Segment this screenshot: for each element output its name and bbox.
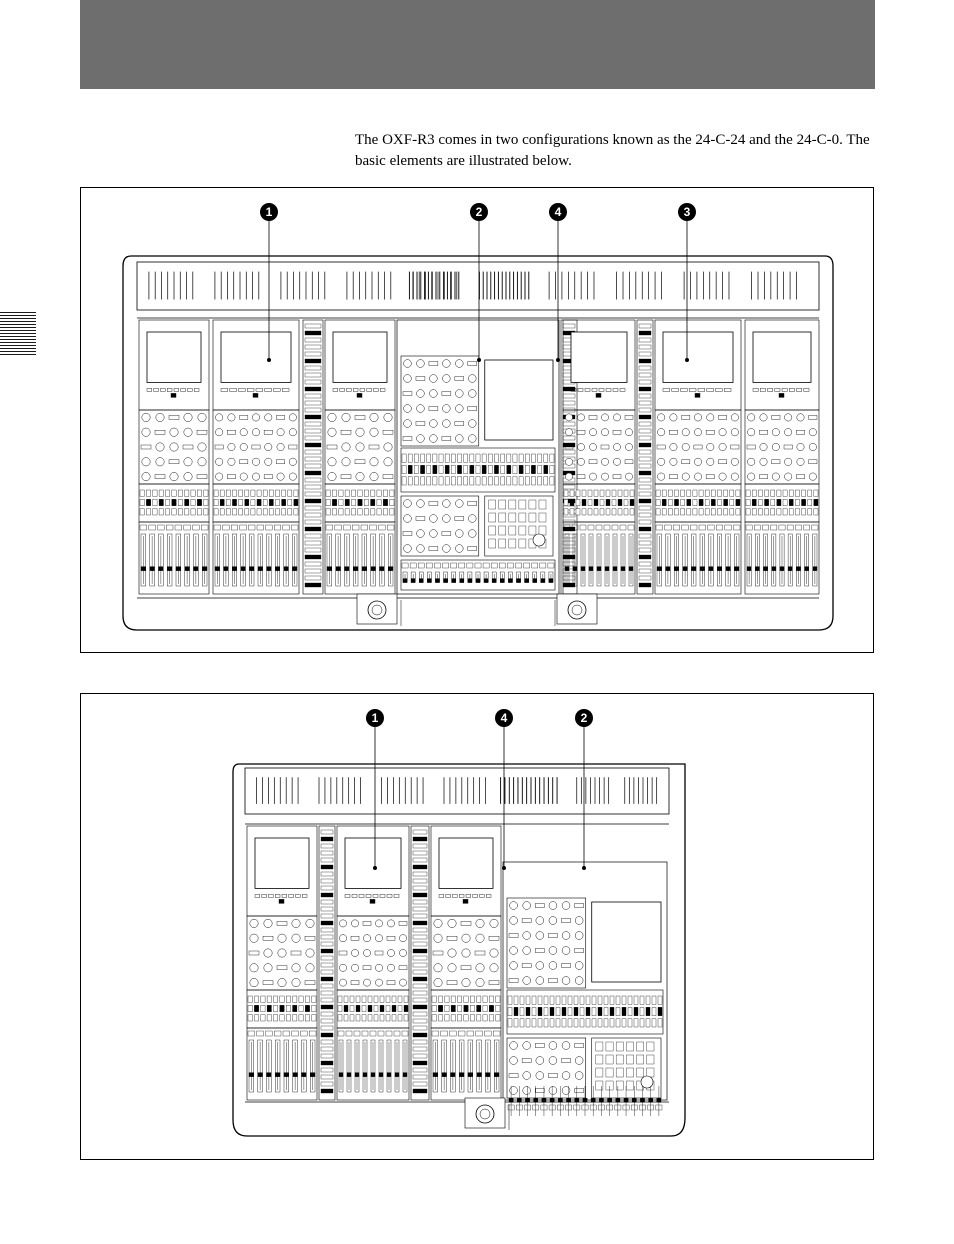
callout-dot-4	[502, 866, 506, 870]
display-screen	[221, 332, 291, 382]
display-screen	[345, 838, 401, 888]
callout-number-2: 2	[475, 205, 483, 219]
callout-dot-4	[556, 358, 560, 362]
section-tab-marker	[0, 312, 36, 356]
intro-paragraph: The OXF-R3 comes in two configurations known as the 24-C-24 and the 24-C-0. The basic elements are illustrated below.	[355, 132, 870, 169]
callout-number-4: 4	[554, 205, 562, 219]
display-screen	[753, 332, 811, 382]
callout-number-1: 1	[265, 205, 273, 219]
callout-dot-2	[582, 866, 586, 870]
callout-number-4: 4	[500, 711, 508, 725]
header-band	[80, 0, 875, 89]
callout-dot-2	[477, 358, 481, 362]
meter-bridge	[137, 262, 819, 310]
callout-number-1: 1	[371, 711, 379, 725]
meter-bridge	[245, 768, 669, 814]
centre-screen	[485, 360, 553, 440]
figure-24-c-24	[80, 187, 874, 653]
console-illustration-24-c-0	[81, 694, 875, 1161]
display-screen	[571, 332, 627, 382]
display-screen	[439, 838, 493, 888]
callout-dot-3	[685, 358, 689, 362]
callout-number-3: 3	[683, 205, 691, 219]
centre-screen	[592, 902, 661, 982]
callout-number-2: 2	[580, 711, 588, 725]
console-illustration-24-c-24	[81, 188, 875, 654]
figure-24-c-0	[80, 693, 874, 1160]
display-screen	[147, 332, 201, 382]
display-screen	[663, 332, 733, 382]
callout-dot-1	[373, 866, 377, 870]
console-outline	[123, 256, 833, 630]
callout-dot-1	[267, 358, 271, 362]
display-screen	[333, 332, 387, 382]
display-screen	[255, 838, 309, 888]
